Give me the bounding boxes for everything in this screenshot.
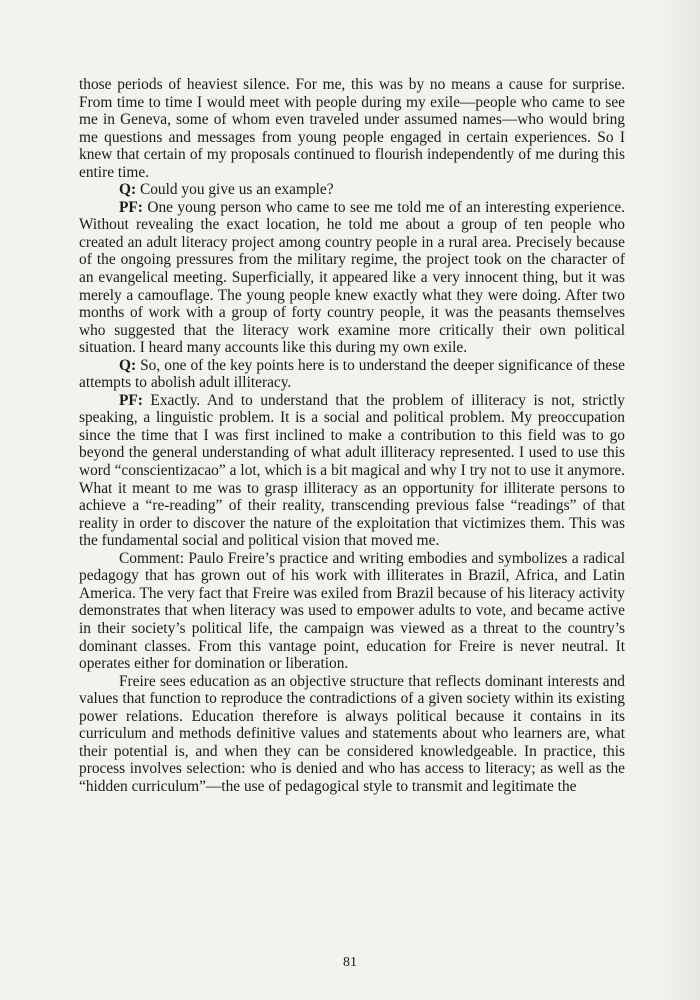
paragraph-text: One young person who came to see me told me of an interesting experience. Without revealing the exact location, he told me about a group of ten people who created an adult literacy project among country people in a rural area. Precisely because of the ongoing pressures from the military regime, the project took on the character of an evangelical meeting. Superficially, it appeared like a very innocent thing, but it was merely a camouflage. The young people knew exactly what they were doing. After two months of work with a group of forty country people, it was the peasants themselves who suggested that the literacy work examine more critically their own political situation. I heard many accounts like this during my own exile. [79, 198, 625, 357]
paragraph-answer [79, 199, 625, 357]
speaker-label: Q: [119, 181, 137, 199]
speaker-label: PF: [119, 198, 143, 216]
paragraph-text: Freire sees education as an objective structure that reflects dominant interests and values that function to reproduce the contradictions of a given society within its existing power relations. Education therefore is always political because it contains in its curriculum and methods definitive values and statements about who learners are, what their potential is, and when they can be considered knowledgeable. In practice, this process involves selection: who is denied and who has access to literacy; as well as the “hidden curriculum”—the use of pedagogical style to transmit and legitimate the [79, 672, 625, 795]
page-number: 81 [343, 955, 357, 970]
paragraph-commentary [79, 673, 625, 796]
paragraph-question [79, 181, 625, 199]
paragraph-text: Could you give us an example? [136, 181, 334, 199]
paragraph-question [79, 357, 625, 392]
paragraph-text: Comment: Paulo Freire’s practice and writing embodies and symbolizes a radical pedagogy that has grown out of his work with illiterates in Brazil, Africa, and Latin America. The very fact that Freire was exiled from Brazil because of his literacy activity demonstrates that when literacy was used to empower adults to vote, and became active in their society’s political life, the campaign was viewed as a threat to the country’s dominant classes. From this vantage point, education for Freire is never neutral. It operates either for domination or liberation. [79, 549, 625, 673]
paragraph-text: So, one of the key points here is to understand the deeper significance of these attempts to abolish adult illiteracy. [79, 356, 625, 392]
speaker-label: PF: [119, 391, 143, 409]
page-edge-shadow [660, 0, 700, 1000]
paragraph-text: those periods of heaviest silence. For me, this was by no means a cause for surprise. From time to time I would meet with people during my exile—people who came to see me in Geneva, some of whom even traveled under assumed names—who would bring me questions and messages from young people engaged in certain experiences. So I knew that certain of my proposals continued to flourish independently of me during this entire time. [79, 76, 625, 181]
paragraph-answer [79, 392, 625, 550]
paragraph-continuation [79, 76, 625, 181]
paragraph-text: Exactly. And to understand that the problem of illiteracy is not, strictly speaking, a linguistic problem. It is a social and political problem. My preoccupation since the time that I was first inclined to make a contribution to this field was to go beyond the general understanding of what adult illiteracy represented. I used to use this word “conscientizacao” a lot, which is a bit magical and why I try not to use it anymore. What it meant to me was to grasp illiteracy as an opportunity for illiterate persons to achieve a “re-reading” of their reality, transcending previous false “readings” of that reality in order to discover the nature of the exploitation that victimizes them. This was the fundamental social and political vision that moved me. [79, 391, 625, 550]
paragraph-comment [79, 550, 625, 673]
speaker-label: Q: [119, 356, 137, 374]
body-text [79, 76, 625, 795]
